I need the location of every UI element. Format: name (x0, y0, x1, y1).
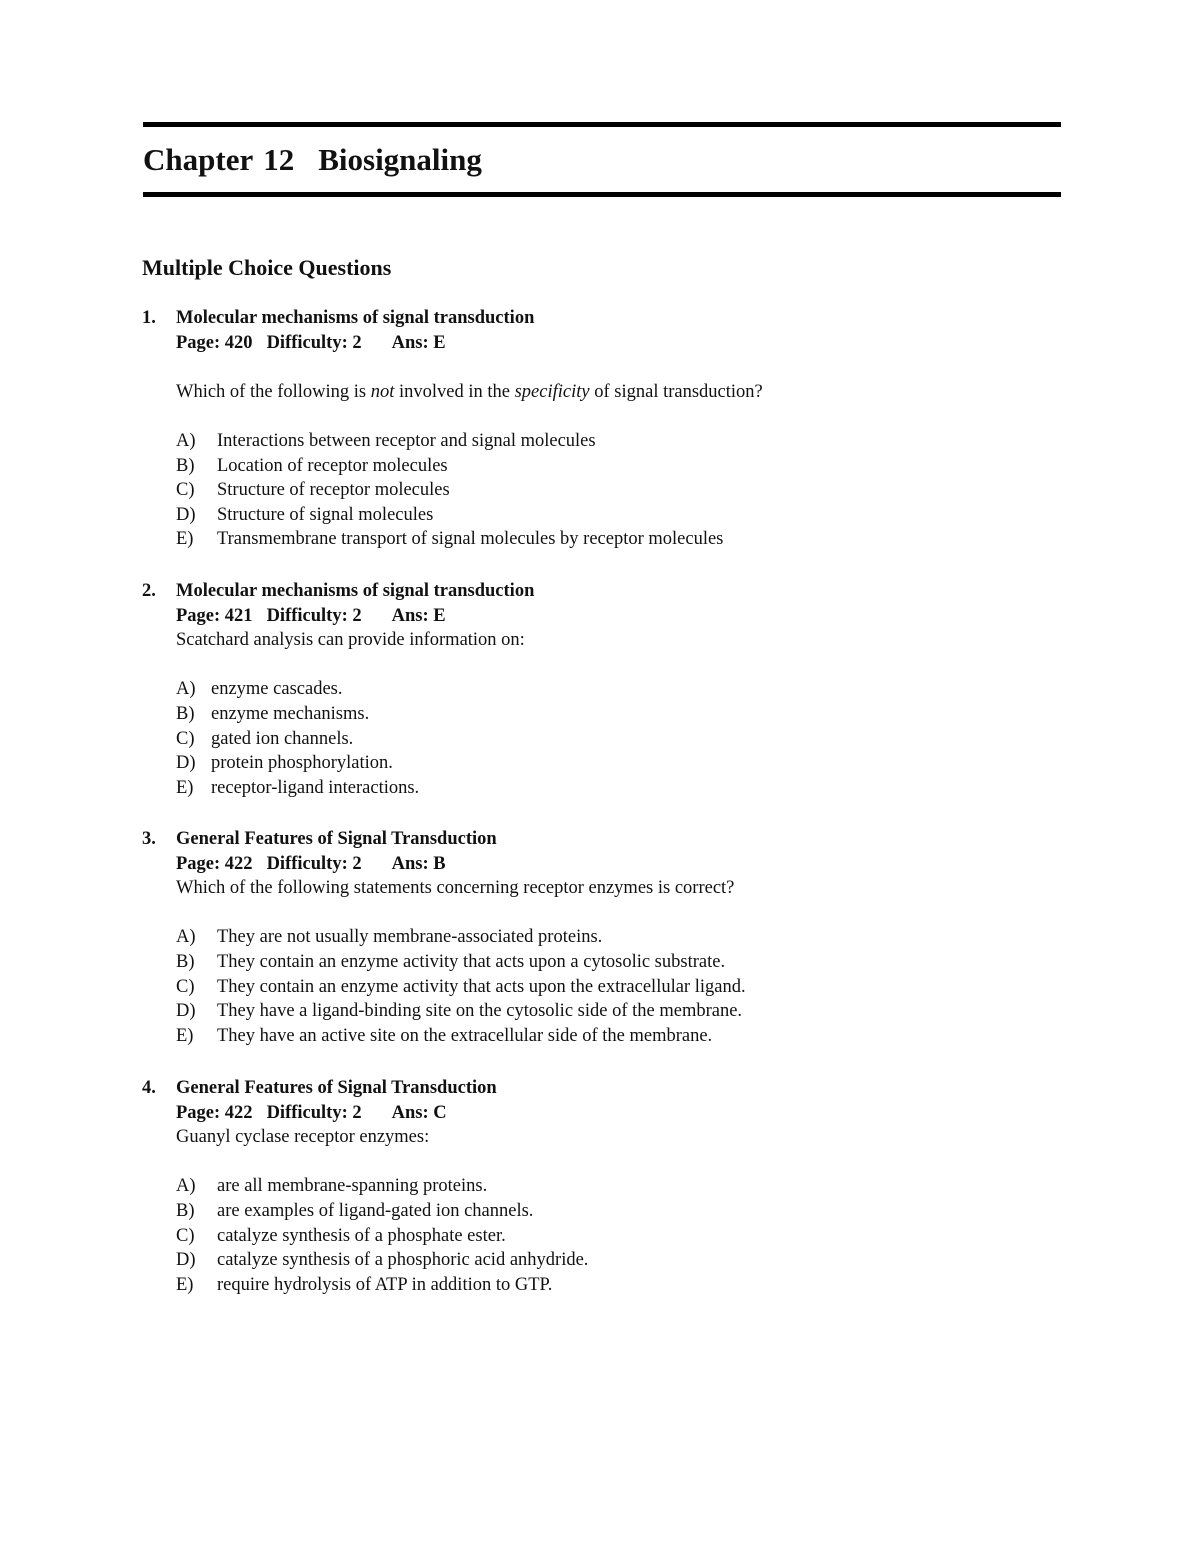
choice-text: enzyme cascades. (211, 679, 343, 700)
chapter-number: 12 (263, 142, 295, 177)
question-1 (142, 306, 1072, 552)
question-heading (142, 1076, 1072, 1101)
choice-text: are all membrane-spanning proteins. (217, 1176, 488, 1197)
question-page: Page: 422 (176, 853, 253, 874)
chapter-title (143, 140, 482, 180)
choice-text: They contain an enzyme activity that acts upon the extracellular ligand. (217, 976, 746, 997)
question-number: 4. (142, 1078, 156, 1098)
choice-text: They contain an enzyme activity that acts upon a cytosolic substrate. (217, 951, 726, 972)
choice-c (176, 1224, 1072, 1249)
answer-choices (176, 677, 1072, 800)
question-2 (142, 579, 1072, 800)
question-topic: General Features of Signal Transduction (176, 1078, 497, 1098)
choice-d (176, 751, 1072, 776)
choice-a (176, 429, 1072, 454)
choice-text: enzyme mechanisms. (211, 703, 370, 724)
question-meta (176, 1101, 1072, 1126)
question-text: Scatchard analysis can provide information on: (176, 630, 525, 651)
question-answer: Ans: E (391, 332, 446, 353)
question-answer: Ans: C (391, 1102, 447, 1123)
question-4 (142, 1076, 1072, 1297)
question-heading (142, 306, 1072, 331)
choice-text: They have an active site on the extracellular side of the membrane. (217, 1025, 713, 1046)
question-answer: Ans: E (391, 605, 446, 626)
choice-a (176, 1174, 1072, 1199)
choice-letter: D) (176, 1001, 196, 1022)
choice-letter: B) (176, 455, 195, 476)
question-number: 3. (142, 829, 156, 849)
question-text-emphasis: not (370, 381, 395, 402)
choice-a (176, 677, 1072, 702)
choice-b (176, 454, 1072, 479)
question-text-emphasis: specificity (514, 381, 590, 402)
question-text (176, 380, 1072, 405)
question-heading (142, 827, 1072, 852)
question-3 (142, 827, 1072, 1048)
choice-b (176, 1199, 1072, 1224)
choice-e (176, 1024, 1072, 1049)
answer-choices (176, 925, 1072, 1048)
choice-c (176, 975, 1072, 1000)
question-number: 1. (142, 308, 156, 328)
answer-choices (176, 429, 1072, 552)
choice-letter: B) (176, 951, 195, 972)
bottom-rule (143, 192, 1061, 197)
question-heading (142, 579, 1072, 604)
question-meta (176, 331, 1072, 356)
question-answer: Ans: B (391, 853, 446, 874)
answer-choices (176, 1174, 1072, 1297)
choice-text: They have a ligand-binding site on the cytosolic side of the membrane. (217, 1001, 743, 1022)
choice-text: Interactions between receptor and signal molecules (217, 430, 596, 451)
choice-d (176, 999, 1072, 1024)
choice-letter: D) (176, 753, 196, 774)
chapter-name: Biosignaling (318, 142, 482, 177)
choice-letter: C) (176, 728, 195, 749)
choice-letter: E) (176, 1274, 194, 1295)
choice-d (176, 1248, 1072, 1273)
question-text-part: of signal transduction? (589, 381, 763, 402)
section-title: Multiple Choice Questions (142, 255, 392, 280)
choice-letter: C) (176, 480, 195, 501)
choice-text: catalyze synthesis of a phosphate ester. (217, 1225, 506, 1246)
choice-letter: C) (176, 976, 195, 997)
choice-letter: E) (176, 1025, 194, 1046)
choice-text: Location of receptor molecules (217, 455, 448, 476)
choice-d (176, 503, 1072, 528)
choice-letter: A) (176, 1176, 196, 1197)
question-difficulty: Difficulty: 2 (266, 853, 362, 874)
question-meta (176, 852, 1072, 877)
choice-text: are examples of ligand-gated ion channels. (217, 1200, 534, 1221)
question-difficulty: Difficulty: 2 (266, 605, 362, 626)
choice-letter: D) (176, 504, 196, 525)
choice-e (176, 527, 1072, 552)
question-difficulty: Difficulty: 2 (266, 1102, 362, 1123)
question-text-part: involved in the (394, 381, 515, 402)
chapter-label: Chapter (143, 142, 254, 177)
choice-letter: B) (176, 1200, 195, 1221)
choice-text: Structure of receptor molecules (217, 480, 450, 501)
question-page: Page: 421 (176, 605, 253, 626)
top-rule (143, 122, 1061, 127)
question-topic: Molecular mechanisms of signal transduction (176, 308, 535, 328)
choice-a (176, 925, 1072, 950)
choice-c (176, 727, 1072, 752)
question-text: Guanyl cyclase receptor enzymes: (176, 1127, 430, 1148)
choice-letter: E) (176, 777, 194, 798)
question-difficulty: Difficulty: 2 (266, 332, 362, 353)
choice-letter: A) (176, 430, 196, 451)
choice-text: gated ion channels. (211, 728, 354, 749)
choice-text: They are not usually membrane-associated proteins. (217, 927, 603, 948)
choice-text: require hydrolysis of ATP in addition to GTP. (217, 1274, 553, 1295)
question-topic: General Features of Signal Transduction (176, 829, 497, 849)
question-number: 2. (142, 581, 156, 601)
question-text-part: Which of the following is (176, 381, 371, 402)
choice-b (176, 702, 1072, 727)
choice-c (176, 478, 1072, 503)
choice-letter: C) (176, 1225, 195, 1246)
question-meta (176, 604, 1072, 629)
question-page: Page: 420 (176, 332, 253, 353)
choice-text: Structure of signal molecules (217, 504, 434, 525)
choice-letter: A) (176, 927, 196, 948)
choice-e (176, 1273, 1072, 1298)
question-text: Which of the following statements concerning receptor enzymes is correct? (176, 878, 735, 899)
choice-letter: A) (176, 679, 196, 700)
choice-e (176, 776, 1072, 801)
choice-letter: B) (176, 703, 195, 724)
choice-text: Transmembrane transport of signal molecules by receptor molecules (217, 529, 724, 550)
choice-letter: D) (176, 1250, 196, 1271)
choice-text: catalyze synthesis of a phosphoric acid anhydride. (217, 1250, 589, 1271)
choice-text: protein phosphorylation. (211, 753, 393, 774)
choice-text: receptor-ligand interactions. (211, 777, 420, 798)
question-page: Page: 422 (176, 1102, 253, 1123)
question-topic: Molecular mechanisms of signal transduction (176, 581, 535, 601)
choice-b (176, 950, 1072, 975)
choice-letter: E) (176, 529, 194, 550)
